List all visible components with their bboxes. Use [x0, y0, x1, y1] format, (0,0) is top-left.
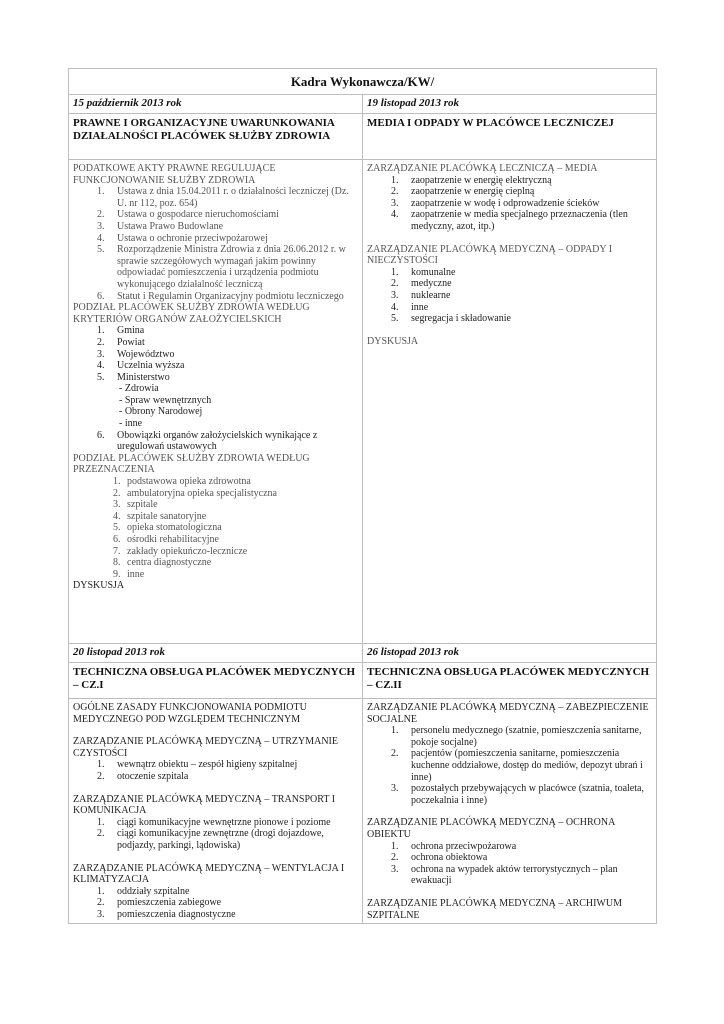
- list-item: 3. pomieszczenia diagnostyczne: [97, 908, 236, 920]
- session-content-1: [69, 160, 363, 644]
- list-item: 1. wewnątrz obiektu – zespół higieny szpitalnej: [97, 759, 298, 771]
- section-heading: PODZIAŁ PLACÓWEK SŁUŻBY ZDROWIA WEDŁUG KRYTERIÓW ORGANÓW ZAŁOŻYCIELSKICH: [73, 302, 310, 325]
- list-item: 2. pacjentów (pomieszczenia sanitarne, pomieszczenia kuchenne oddziałowe, dostęp do mediów, depozyt ubrań i inne): [391, 748, 643, 783]
- transport-list: [73, 817, 358, 852]
- section-heading: PODATKOWE AKTY PRAWNE REGULUJĄCE FUNKCJONOWANIE SŁUŻBY ZDROWIA: [73, 163, 276, 186]
- list-item: 2. ciągi komunikacyjne zewnętrzne (drogi dojazdowe, podjazdy, parkingi, lądowiska): [97, 828, 324, 851]
- list-item: 3. Województwo: [97, 348, 175, 360]
- list-item: 1. oddziały szpitalne: [97, 885, 190, 897]
- cleaning-list: [73, 759, 358, 782]
- list-item: 2. ambulatoryjna opieka specjalistyczna: [113, 487, 277, 499]
- founding-bodies-list-cont: [73, 430, 358, 453]
- list-item: 1. ciągi komunikacyjne wewnętrzne pionowe i poziome: [97, 816, 331, 828]
- section-heading: ZARZĄDZANIE PLACÓWKĄ MEDYCZNĄ – OCHRONA OBIEKTU: [367, 817, 615, 840]
- section-heading: ZARZĄDZANIE PLACÓWKĄ MEDYCZNĄ – ODPADY I NIECZYSTOŚCI: [367, 243, 613, 267]
- sub-item: - Obrony Narodowej: [119, 406, 203, 418]
- list-item: 9. inne: [113, 568, 145, 580]
- section-heading: ZARZĄDZANIE PLACÓWKĄ MEDYCZNĄ – WENTYLACJA I KLIMATYZACJA: [73, 862, 345, 886]
- list-item: 3. Ustawa Prawo Budowlane: [97, 220, 224, 232]
- list-item: 2. ochrona obiektowa: [391, 852, 488, 864]
- list-item: 5. segregacja i składowanie: [391, 313, 511, 325]
- session-date-3: 20 listopad 2013 rok: [69, 644, 363, 663]
- list-item: 2. medyczne: [391, 278, 452, 290]
- session-topic-1: PRAWNE I ORGANIZACYJNE UWARUNKOWANIA DZIAŁALNOŚCI PLACÓWEK SŁUŻBY ZDROWIA: [69, 114, 363, 160]
- media-list: [367, 175, 652, 233]
- founding-bodies-list: [73, 325, 358, 383]
- list-item: 3. ochrona na wypadek aktów terrorystycznych – plan ewakuacji: [391, 863, 618, 887]
- list-item: 4. inne: [391, 301, 429, 313]
- list-item: 8. centra diagnostyczne: [113, 557, 212, 569]
- list-item: 1. zaopatrzenie w energię elektryczną: [391, 174, 552, 186]
- session-content-4: [363, 699, 657, 924]
- list-item: 3. nuklearne: [391, 289, 451, 301]
- list-item: 5. opieka stomatologiczna: [113, 522, 222, 534]
- section-heading: ZARZĄDZANIE PLACÓWKĄ MEDYCZNĄ – UTRZYMANIE CZYSTOŚCI: [73, 736, 338, 759]
- session-date-4: 26 listopad 2013 rok: [363, 644, 657, 663]
- list-item: 1. podstawowa opieka zdrowotna: [113, 476, 251, 488]
- session-content-2: [363, 160, 657, 644]
- protection-list: [367, 841, 652, 887]
- list-item: 6. Obowiązki organów założycielskich wynikające z uregulowań ustawowych: [97, 429, 318, 453]
- schedule-document: [68, 68, 656, 948]
- purpose-list: [73, 476, 358, 580]
- list-item: 2. Ustawa o gospodarce nieruchomościami: [97, 209, 279, 221]
- list-item: 2. pomieszczenia zabiegowe: [97, 897, 222, 909]
- list-item: 7. zakłady opiekuńczo-lecznicze: [113, 545, 248, 557]
- list-item: 1. Gmina: [97, 325, 145, 337]
- sub-item: - Spraw wewnętrznych: [119, 394, 212, 406]
- list-item: 1. komunalne: [391, 266, 456, 278]
- discussion-label: DYSKUSJA: [73, 580, 125, 592]
- list-item: 1. personelu medycznego (szatnie, pomieszczenia sanitarne, pokoje socjalne): [391, 725, 642, 748]
- waste-list: [367, 267, 652, 325]
- section-heading: PODZIAŁ PLACÓWEK SŁUŻBY ZDROWIA WEDŁUG PRZEZNACZENIA: [73, 452, 310, 476]
- section-heading: ZARZĄDZANIE PLACÓWKĄ LECZNICZĄ – MEDIA: [367, 163, 598, 174]
- session-date-1: 15 październik 2013 rok: [69, 95, 363, 114]
- session-content-3: [69, 699, 363, 924]
- list-item: 6. ośrodki rehabilitacyjne: [113, 534, 219, 545]
- section-heading: ZARZĄDZANIE PLACÓWKĄ MEDYCZNĄ – TRANSPORT I KOMUNIKACJA: [73, 793, 336, 817]
- section-heading: ZARZĄDZANIE PLACÓWKĄ MEDYCZNĄ – ZABEZPIECZENIE SOCJALNE: [367, 702, 649, 725]
- sub-item: - Zdrowia: [119, 383, 159, 395]
- session-topic-4: TECHNICZNA OBSŁUGA PLACÓWEK MEDYCZNYCH – CZ.II: [363, 663, 657, 699]
- session-topic-3: TECHNICZNA OBSŁUGA PLACÓWEK MEDYCZNYCH – CZ.I: [69, 663, 363, 699]
- section-heading: ZARZĄDZANIE PLACÓWKĄ MEDYCZNĄ – ARCHIWUM SZPITALNE: [367, 897, 622, 921]
- list-item: 4. Uczelnia wyższa: [97, 360, 185, 372]
- list-item: 2. Powiat: [97, 336, 145, 348]
- list-item: 4. szpitale sanatoryjne: [113, 510, 207, 522]
- list-item: 3. zaopatrzenie w wodę i odprowadzenie ścieków: [391, 197, 600, 209]
- session-topic-2: MEDIA I ODPADY W PLACÓWCE LECZNICZEJ: [363, 114, 657, 160]
- session-date-2: 19 listopad 2013 rok: [363, 95, 657, 114]
- sub-item: - inne: [119, 418, 143, 430]
- document-title: Kadra Wykonawcza/KW/: [69, 69, 657, 95]
- ventilation-list: [73, 886, 358, 921]
- list-item: 1. ochrona przeciwpożarowa: [391, 840, 517, 852]
- legal-acts-list: [73, 186, 358, 302]
- social-list: [367, 725, 652, 806]
- schedule-table: [68, 68, 657, 924]
- list-item: 1. Ustawa z dnia 15.04.2011 r. o działalności leczniczej (Dz. U. nr 112, poz. 654): [97, 186, 349, 209]
- list-item: 4. zaopatrzenie w media specjalnego przeznaczenia (tlen medyczny, azot, itp.): [391, 209, 628, 232]
- list-item: 2. zaopatrzenie w energię cieplną: [391, 186, 535, 198]
- list-item: 3. szpitale: [113, 499, 158, 511]
- list-item: 4. Ustawa o ochronie przeciwpożarowej: [97, 232, 268, 244]
- list-item: 5. Ministerstwo: [97, 371, 170, 383]
- list-item: 6. Statut i Regulamin Organizacyjny podmiotu leczniczego: [97, 290, 344, 302]
- list-item: 2. otoczenie szpitala: [97, 770, 189, 782]
- section-intro: OGÓLNE ZASADY FUNKCJONOWANIA PODMIOTU MEDYCZNEGO POD WZGLĘDEM TECHNICZNYM: [73, 702, 307, 725]
- discussion-label: DYSKUSJA: [367, 335, 419, 347]
- list-item: 5. Rozporządzenie Ministra Zdrowia z dnia 26.06.2012 r. w sprawie szczegółowych wymagań jakim powinny odpowiadać pomieszczenia i urządzenia podmiotu wykonującego działalność leczniczą: [97, 244, 346, 290]
- list-item: 3. pozostałych przebywających w placówce (szatnia, toaleta, poczekalnia i inne): [391, 783, 644, 806]
